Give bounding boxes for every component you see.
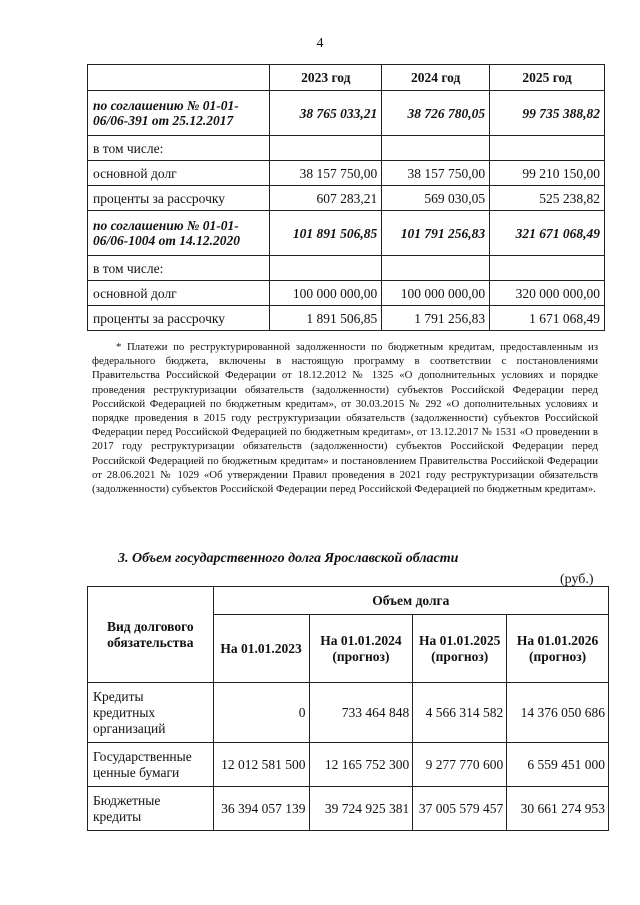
table-cell: 4 566 314 582 <box>413 683 507 743</box>
table-cell: 100 000 000,00 <box>270 281 382 306</box>
row-label: Бюджетные кредиты <box>88 787 214 831</box>
table-cell: 1 891 506,85 <box>270 306 382 331</box>
table-cell: 99 735 388,82 <box>490 91 605 136</box>
table-row <box>88 211 605 256</box>
table-cell <box>490 136 605 161</box>
table-header-row <box>88 587 609 615</box>
table-cell: 39 724 925 381 <box>309 787 413 831</box>
table-row <box>88 91 605 136</box>
row-label: проценты за рассрочку <box>88 186 270 211</box>
table-cell: 99 210 150,00 <box>490 161 605 186</box>
table-header-row <box>88 65 605 91</box>
table-cell: 14 376 050 686 <box>507 683 609 743</box>
table-cell <box>382 136 490 161</box>
table-cell: 321 671 068,49 <box>490 211 605 256</box>
table-cell: 6 559 451 000 <box>507 743 609 787</box>
row-label: Государственные ценные бумаги <box>88 743 214 787</box>
page-number: 4 <box>316 36 324 51</box>
section-title: 3. Объем государственного долга Ярославской области <box>118 551 459 566</box>
row-label: в том числе: <box>88 136 270 161</box>
header-debt-volume: Объем долга <box>213 587 608 615</box>
row-label: основной долг <box>88 281 270 306</box>
table-row <box>88 743 609 787</box>
table-cell: 37 005 579 457 <box>413 787 507 831</box>
table-cell <box>490 256 605 281</box>
table-cell: 38 157 750,00 <box>382 161 490 186</box>
table-row <box>88 186 605 211</box>
row-label: по соглашению № 01-01-06/06-391 от 25.12.2017 <box>88 91 270 136</box>
table-cell: 569 030,05 <box>382 186 490 211</box>
footnote-text: * Платежи по реструктурированной задолженности по бюджетным кредитам, предоставленным из федерального бюджета, включены в настоящую программу в соответствии с постановлениями Правительства Российской Федерации от 18.12.2012 № 1325 «О дополнительных условиях и порядке проведения реструктуризации обязательств (задолженности) субъектов Российской Федерации перед Российской Федерацией по бюджетным кредитам», от 30.03.2015 № 292 «О дополнительных условиях и порядке проведения в 2015 году реструктуризации обязательств (задолженности) субъектов Российской Федерации перед Российской Федерацией по бюджетным кредитам», от 13.12.2017 № 1531 «О проведении в 2017 году реструктуризации обязательств (задолженности) субъектов Российской Федерации перед Российской Федерацией по бюджетным кредитам» и постановлением Правительства Российской Федерации от 28.06.2021 № 1029 «Об утверждении Правил проведения в 2021 году реструктуризации обязательств (задолженности) субъектов Российской Федерации перед Российской Федерацией по бюджетным кредитам». <box>92 341 598 496</box>
table-cell: 9 277 770 600 <box>413 743 507 787</box>
table-cell: 38 726 780,05 <box>382 91 490 136</box>
table-cell: 733 464 848 <box>309 683 413 743</box>
table-cell <box>270 136 382 161</box>
table-cell: 101 891 506,85 <box>270 211 382 256</box>
table-cell: 38 765 033,21 <box>270 91 382 136</box>
table-row <box>88 787 609 831</box>
state-debt-volume-table <box>87 586 609 831</box>
table-row <box>88 281 605 306</box>
table-cell: 38 157 750,00 <box>270 161 382 186</box>
table-cell: 30 661 274 953 <box>507 787 609 831</box>
table-cell <box>382 256 490 281</box>
header-cell <box>88 65 270 91</box>
row-label: основной долг <box>88 161 270 186</box>
table-row <box>88 256 605 281</box>
row-label: по соглашению № 01-01-06/06-1004 от 14.12.2020 <box>88 211 270 256</box>
table-row <box>88 683 609 743</box>
table-cell: 1 791 256,83 <box>382 306 490 331</box>
table-cell: 607 283,21 <box>270 186 382 211</box>
table-cell: 1 671 068,49 <box>490 306 605 331</box>
header-cell: На 01.01.2026 (прогноз) <box>507 615 609 683</box>
header-cell: 2023 год <box>270 65 382 91</box>
header-cell: На 01.01.2024 (прогноз) <box>309 615 413 683</box>
table-row <box>88 136 605 161</box>
table-cell: 12 012 581 500 <box>213 743 309 787</box>
table-cell: 320 000 000,00 <box>490 281 605 306</box>
row-label: проценты за рассрочку <box>88 306 270 331</box>
row-label: Кредиты кредитных организаций <box>88 683 214 743</box>
restructured-debt-table <box>87 64 605 331</box>
header-cell: На 01.01.2023 <box>213 615 309 683</box>
table-cell: 36 394 057 139 <box>213 787 309 831</box>
header-cell: 2025 год <box>490 65 605 91</box>
row-label: в том числе: <box>88 256 270 281</box>
table-cell <box>270 256 382 281</box>
header-cell: 2024 год <box>382 65 490 91</box>
header-debt-type: Вид долгового обязательства <box>88 587 214 683</box>
table-cell: 101 791 256,83 <box>382 211 490 256</box>
table-cell: 12 165 752 300 <box>309 743 413 787</box>
unit-label: (руб.) <box>560 572 594 587</box>
footnote <box>92 340 598 496</box>
table-row <box>88 306 605 331</box>
table-cell: 100 000 000,00 <box>382 281 490 306</box>
table-row <box>88 161 605 186</box>
table-cell: 525 238,82 <box>490 186 605 211</box>
header-cell: На 01.01.2025 (прогноз) <box>413 615 507 683</box>
table-cell: 0 <box>213 683 309 743</box>
